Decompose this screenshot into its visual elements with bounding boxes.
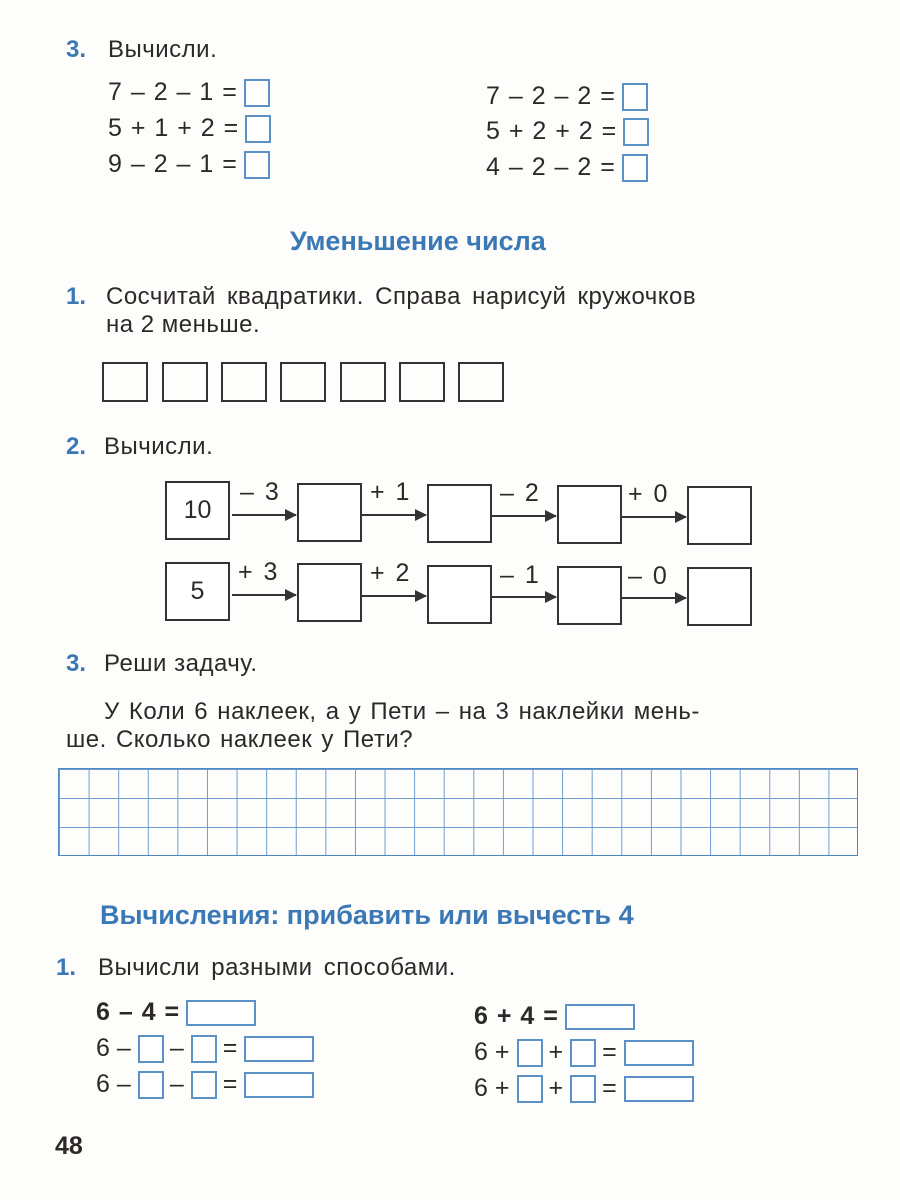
answer-box[interactable]	[138, 1071, 164, 1099]
answer-box[interactable]	[570, 1039, 596, 1067]
exercise-number: 1.	[66, 283, 87, 310]
page-number: 48	[55, 1132, 83, 1160]
equation	[474, 1038, 694, 1067]
answer-box[interactable]	[624, 1076, 694, 1102]
section-heading: Вычисления: прибавить или вычесть 4	[100, 900, 634, 930]
chain-operation: + 1	[370, 478, 412, 506]
chain-answer-box[interactable]	[297, 563, 362, 622]
counting-square	[458, 362, 504, 402]
equation	[108, 78, 270, 107]
answer-box[interactable]	[245, 115, 271, 143]
exercise-number: 3.	[66, 650, 87, 677]
equation-text: 9 – 2 – 1 =	[108, 150, 238, 178]
equation	[474, 1074, 694, 1103]
arrow-icon	[492, 596, 556, 598]
answer-box[interactable]	[565, 1004, 635, 1030]
arrow-icon	[362, 514, 426, 516]
chain-answer-box[interactable]	[427, 565, 492, 624]
answer-box[interactable]	[138, 1035, 164, 1063]
operator: –	[116, 1070, 132, 1098]
equation	[108, 114, 271, 143]
chain-operation: + 0	[628, 480, 670, 508]
equation-text: 4 – 2 – 2 =	[486, 153, 616, 181]
counting-square	[221, 362, 267, 402]
chain-start-box: 10	[165, 481, 230, 540]
operator: –	[169, 1034, 185, 1062]
equation	[486, 153, 648, 182]
answer-box[interactable]	[517, 1039, 543, 1067]
answer-box[interactable]	[622, 154, 648, 182]
answer-box[interactable]	[517, 1075, 543, 1103]
equation-text: 6	[96, 1070, 111, 1098]
chain-answer-box[interactable]	[557, 485, 622, 544]
chain-start-box: 5	[165, 562, 230, 621]
equation	[96, 1070, 314, 1099]
arrow-icon	[492, 515, 556, 517]
answer-box[interactable]	[244, 1072, 314, 1098]
counting-square	[340, 362, 386, 402]
exercise-number: 1.	[56, 954, 77, 981]
answer-grid[interactable]	[58, 768, 858, 856]
chain-operation: + 3	[238, 558, 280, 586]
exercise-text: на 2 меньше.	[106, 311, 261, 338]
chain-answer-box[interactable]	[687, 567, 752, 626]
equation	[474, 1002, 635, 1031]
arrow-icon	[622, 516, 686, 518]
exercise-number: 3.	[66, 36, 87, 63]
equation	[486, 117, 649, 146]
operator: =	[222, 1070, 239, 1098]
exercise-title: Вычисли.	[104, 433, 214, 460]
chain-operation: – 1	[500, 561, 541, 589]
counting-square	[399, 362, 445, 402]
problem-text: ше. Сколько наклеек у Пети?	[66, 726, 414, 753]
answer-box[interactable]	[191, 1035, 217, 1063]
operator: –	[169, 1070, 185, 1098]
answer-box[interactable]	[624, 1040, 694, 1066]
arrow-icon	[362, 595, 426, 597]
exercise-number: 2.	[66, 433, 87, 460]
chain-operation: – 2	[500, 479, 541, 507]
exercise-title: Вычисли.	[108, 36, 218, 63]
answer-box[interactable]	[623, 118, 649, 146]
problem-text: У Коли 6 наклеек, а у Пети – на 3 наклейки мень-	[104, 698, 700, 725]
equation-text: 6 – 4 =	[96, 998, 181, 1026]
equation-text: 6	[96, 1034, 111, 1062]
counting-square	[280, 362, 326, 402]
equation	[96, 1034, 314, 1063]
chain-answer-box[interactable]	[427, 484, 492, 543]
answer-box[interactable]	[570, 1075, 596, 1103]
counting-square	[162, 362, 208, 402]
chain-answer-box[interactable]	[687, 486, 752, 545]
operator: =	[602, 1038, 618, 1066]
counting-square	[102, 362, 148, 402]
answer-box[interactable]	[186, 1000, 256, 1026]
operator: =	[602, 1074, 618, 1102]
equation-text: 5 + 1 + 2 =	[108, 114, 240, 142]
answer-box[interactable]	[191, 1071, 217, 1099]
operator: +	[494, 1074, 511, 1102]
exercise-title: Вычисли разными способами.	[98, 954, 456, 981]
operator: –	[116, 1034, 132, 1062]
equation	[486, 82, 648, 111]
answer-box[interactable]	[244, 79, 270, 107]
answer-box[interactable]	[244, 1036, 314, 1062]
operator: +	[548, 1074, 565, 1102]
equation	[108, 150, 270, 179]
answer-box[interactable]	[622, 83, 648, 111]
equation	[96, 998, 256, 1027]
equation-text: 6 + 4 =	[474, 1002, 559, 1030]
equation-text: 7 – 2 – 1 =	[108, 78, 238, 106]
chain-operation: – 3	[240, 478, 281, 506]
answer-box[interactable]	[244, 151, 270, 179]
equation-text: 7 – 2 – 2 =	[486, 82, 616, 110]
section-heading: Уменьшение числа	[290, 226, 546, 256]
equation-text: 6	[474, 1074, 489, 1102]
chain-answer-box[interactable]	[557, 566, 622, 625]
arrow-icon	[232, 514, 296, 516]
arrow-icon	[622, 597, 686, 599]
operator: +	[494, 1038, 511, 1066]
exercise-text: Сосчитай квадратики. Справа нарисуй кружочков	[106, 283, 697, 310]
equation-text: 6	[474, 1038, 489, 1066]
arrow-icon	[232, 594, 296, 596]
chain-answer-box[interactable]	[297, 483, 362, 542]
chain-operation: – 0	[628, 562, 669, 590]
operator: =	[222, 1034, 239, 1062]
exercise-title: Реши задачу.	[104, 650, 258, 677]
chain-operation: + 2	[370, 559, 412, 587]
equation-text: 5 + 2 + 2 =	[486, 117, 618, 145]
operator: +	[548, 1038, 565, 1066]
